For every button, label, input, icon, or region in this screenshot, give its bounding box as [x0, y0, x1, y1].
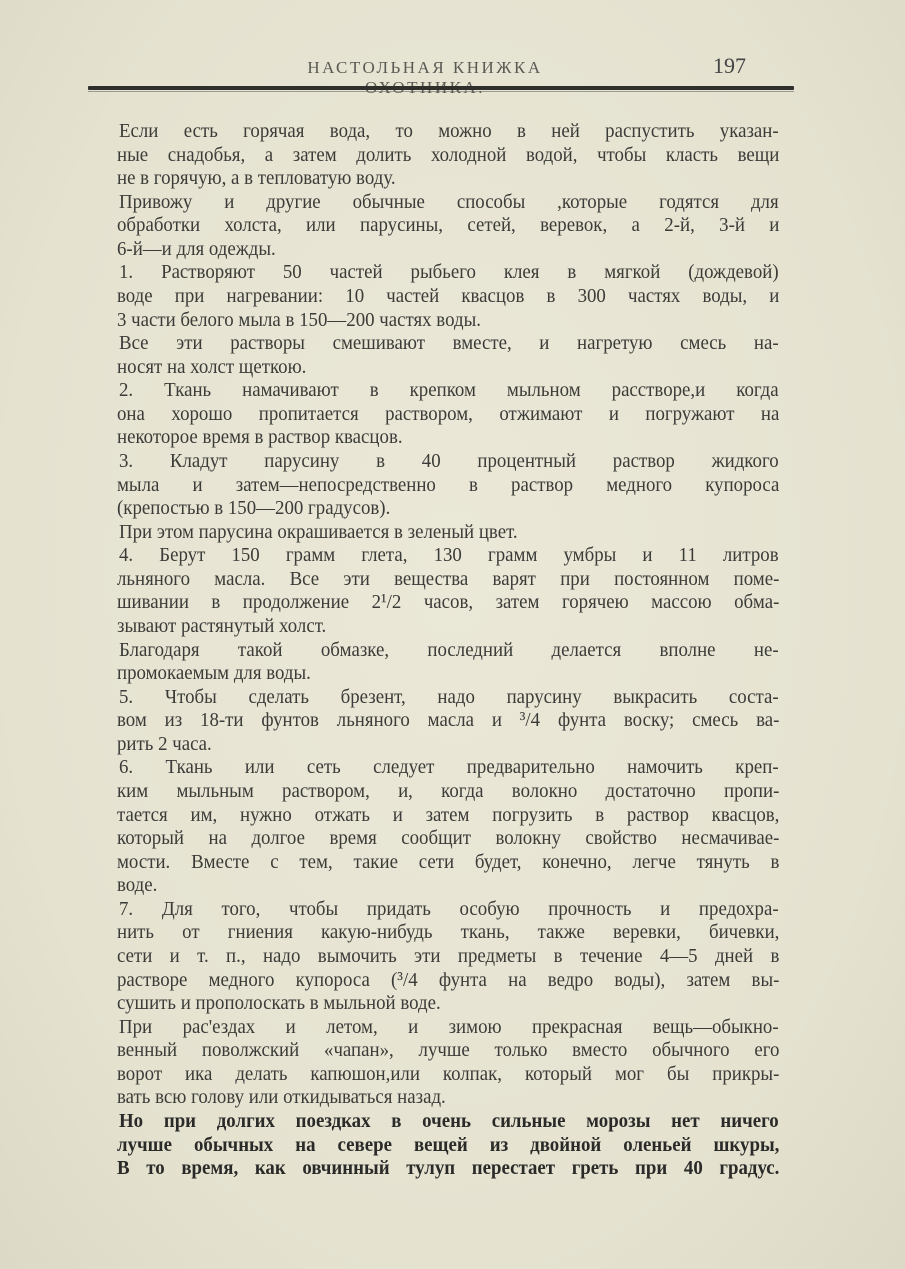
- paragraph-start-line: Привожу и другие обычные способы ,которые годятся для: [119, 190, 779, 213]
- paragraph-start-line: 6. Ткань или сеть следует предварительно намочить креп-: [119, 756, 779, 779]
- text-line: воде.: [117, 874, 158, 897]
- text-line: ворот ика делать капюшон,или колпак, который мог бы прикры-: [117, 1062, 780, 1085]
- text-line: шивании в продолжение 2¹/2 часов, затем горячею массою обма-: [117, 591, 780, 614]
- text-line: сушить и прополоскать в мыльной воде.: [117, 992, 441, 1015]
- paragraph-start-line: Если есть горячая вода, то можно в ней распустить указан-: [119, 120, 779, 142]
- text-line: нить от гниения какую-нибудь ткань, также веревки, бичевки,: [117, 921, 780, 944]
- paragraph-start-line: При этом парусина окрашивается в зеленый цвет.: [119, 520, 518, 543]
- text-line: мости. Вместе с тем, такие сети будет, конечно, легче тянуть в: [117, 850, 780, 873]
- paragraph-start-line: 3. Кладут парусину в 40 процентный раствор жидкого: [119, 449, 779, 472]
- paragraph-start-line: 2. Ткань намачивают в крепком мыльном расстворе,и когда: [119, 379, 779, 402]
- paragraph-start-line: 5. Чтобы сделать брезент, надо парусину выкрасить соста-: [119, 685, 779, 708]
- text-line: промокаемым для воды.: [117, 662, 311, 685]
- text-line: обработки холста, или парусины, сетей, веревок, а 2-й, 3-й и: [117, 214, 780, 237]
- text-line: 6-й—и для одежды.: [117, 237, 276, 260]
- paragraph-start-line: Благодаря такой обмазке, последний делается вполне не-: [119, 638, 779, 661]
- paragraph-start-line: 1. Растворяют 50 частей рыбьего клея в мягкой (дождевой): [119, 261, 779, 284]
- text-line: ким мыльным раствором, и, когда волокно достаточно пропи-: [117, 779, 780, 802]
- text-line: носят на холст щеткою.: [117, 355, 307, 378]
- paragraph-start-line: При рас'ездах и летом, и зимою прекрасная вещь—обыкно-: [119, 1015, 779, 1038]
- text-line: воде при нагревании: 10 частей квасцов в 300 частях воды, и: [117, 284, 780, 307]
- text-line: тается им, нужно отжать и затем погрузить в раствор квасцов,: [117, 803, 780, 826]
- text-line: 3 части белого мыла в 150—200 частях воды.: [117, 308, 481, 331]
- text-line: В то время, как овчинный тулуп перестает греть при 40 градус.: [117, 1157, 780, 1180]
- text-line: мыла и затем—непосредственно в раствор медного купороса: [117, 473, 780, 496]
- text-line: она хорошо пропитается раствором, отжимают и погружают на: [117, 402, 780, 425]
- paragraph-start-line: Но при долгих поездках в очень сильные морозы нет ничего: [119, 1109, 779, 1132]
- running-title: НАСТОЛЬНАЯ КНИЖКА: [307, 58, 543, 77]
- text-line: ные снадобья, а затем долить холодной водой, чтобы класть вещи: [117, 143, 780, 166]
- text-line: который на долгое время сообщит волокну свойство несмачивае-: [117, 827, 780, 850]
- text-line: вом из 18-ти фунтов льняного масла и ³/4 фунта воску; смесь ва-: [117, 709, 780, 732]
- text-line: вать всю голову или откидываться назад.: [117, 1086, 446, 1109]
- text-line: рить 2 часа.: [117, 732, 212, 755]
- page-number: 197: [713, 53, 746, 78]
- text-line: некоторое время в раствор квасцов.: [117, 426, 403, 449]
- paragraph-start-line: 4. Берут 150 грамм глета, 130 грамм умбры и 11 литров: [119, 544, 779, 567]
- text-line: не в горячую, а в тепловатую воду.: [117, 167, 396, 190]
- paragraph-start-line: Все эти растворы смешивают вместе, и нагретую смесь на-: [119, 332, 779, 355]
- header-rule-thin: [88, 91, 794, 92]
- text-line: зывают растянутый холст.: [117, 614, 327, 637]
- text-line: растворе медного купороса (³/4 фунта на ведро воды), затем вы-: [117, 968, 780, 991]
- text-line: сети и т. п., надо вымочить эти предметы в течение 4—5 дней в: [117, 944, 780, 967]
- header-rule: [88, 86, 794, 90]
- paragraph-start-line: 7. Для того, чтобы придать особую прочность и предохра-: [119, 897, 779, 920]
- text-line: венный поволжский «чапан», лучше только вместо обычного его: [117, 1039, 780, 1062]
- text-line: лучше обычных на севере вещей из двойной оленьей шкуры,: [117, 1133, 780, 1156]
- text-line: льняного масла. Все эти вещества варят при постоянном поме-: [117, 567, 780, 590]
- text-line: (крепостью в 150—200 градусов).: [117, 497, 391, 520]
